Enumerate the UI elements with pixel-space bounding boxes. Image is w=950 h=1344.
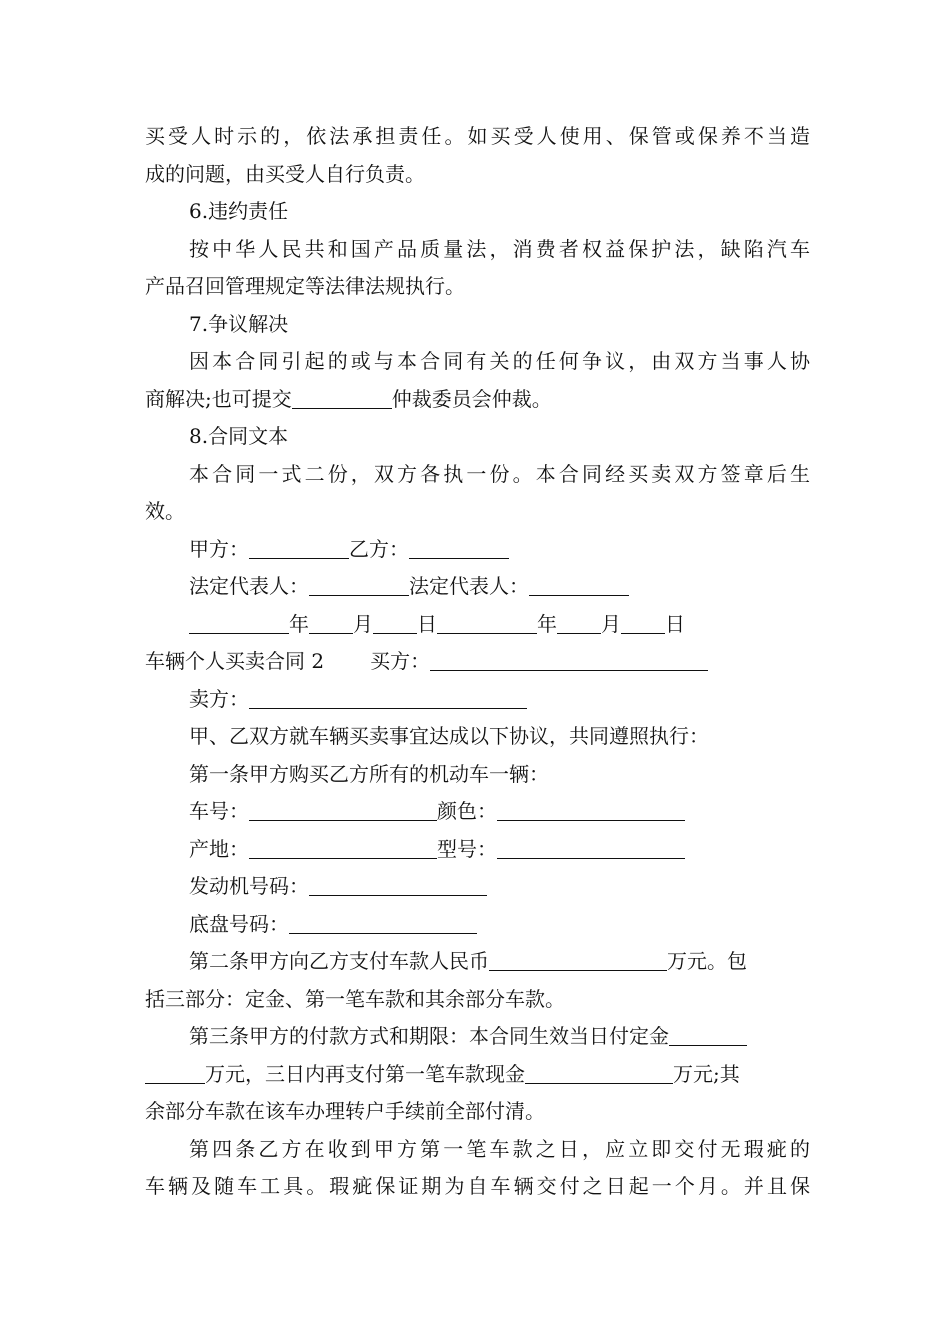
year-label: 年 <box>537 611 557 636</box>
blank-field <box>525 1061 673 1084</box>
blank-field <box>669 1023 747 1046</box>
blank-field <box>529 573 629 596</box>
blank-field <box>489 948 667 971</box>
label: 颜色： <box>437 799 497 823</box>
label: 甲方： <box>189 536 249 561</box>
paragraph-line: 因本合同引起的或与本合同有关的任何争议，由双方当事人协 <box>189 349 810 373</box>
label: 车号： <box>189 799 249 823</box>
field-line <box>145 793 810 831</box>
blank-field <box>437 611 537 634</box>
text: 商解决;也可提交 <box>145 386 292 411</box>
blank-field <box>497 836 685 859</box>
field-line <box>145 868 810 906</box>
blank-field <box>249 536 349 559</box>
day-label: 日 <box>665 611 685 636</box>
paragraph-line: 产品召回管理规定等法律法规执行。 <box>145 274 465 298</box>
seller-line <box>145 681 810 719</box>
contract-title-line <box>145 643 810 681</box>
text: 万元，三日内再支付第一笔车款现金 <box>205 1061 525 1086</box>
blank-field <box>249 686 527 709</box>
signature-line-representatives <box>145 568 810 606</box>
section-heading: 7.争议解决 <box>189 311 289 336</box>
blank-field <box>289 911 477 934</box>
field-line <box>145 831 810 869</box>
section-heading: 8.合同文本 <box>189 424 289 448</box>
text: 仲裁委员会仲裁。 <box>391 386 552 411</box>
label: 发动机号码： <box>189 874 309 898</box>
blank-field <box>309 573 409 596</box>
paragraph-line: 甲、乙双方就车辆买卖事宜达成以下协议，共同遵照执行： <box>189 724 709 748</box>
blank-field <box>249 836 437 859</box>
document-page <box>145 118 810 1206</box>
paragraph-line: 按中华人民共和国产品质量法，消费者权益保护法，缺陷汽车 <box>189 236 810 261</box>
label: 法定代表人： <box>189 574 309 598</box>
label: 底盘号码： <box>189 911 289 936</box>
field-line <box>145 906 810 944</box>
paragraph-line <box>145 943 810 981</box>
label: 卖方： <box>189 686 249 711</box>
blank-field <box>309 873 487 896</box>
paragraph-line: 车辆及随车工具。瑕疵保证期为自车辆交付之日起一个月。并且保 <box>145 1174 810 1198</box>
contract-title: 车辆个人买卖合同 2 <box>145 649 325 673</box>
paragraph-line: 第四条乙方在收到甲方第一笔车款之日，应立即交付无瑕疵的 <box>189 1136 810 1161</box>
paragraph-line <box>145 1018 810 1056</box>
paragraph-line: 买受人时示的，依法承担责任。如买受人使用、保管或保养不当造 <box>145 124 810 148</box>
label: 买方： <box>370 649 431 673</box>
blank-field <box>189 611 289 634</box>
paragraph-line: 括三部分：定金、第一笔车款和其余部分车款。 <box>145 986 565 1011</box>
paragraph-line: 成的问题，由买受人自行负责。 <box>145 161 425 186</box>
year-label: 年 <box>289 611 309 636</box>
blank-field <box>621 611 665 634</box>
label: 法定代表人： <box>409 574 529 598</box>
text: 万元;其 <box>673 1061 740 1086</box>
text: 第二条甲方向乙方支付车款人民币 <box>189 949 489 973</box>
paragraph-line <box>145 381 810 419</box>
blank-field <box>373 611 417 634</box>
blank-field <box>249 798 437 821</box>
text: 第三条甲方的付款方式和期限：本合同生效当日付定金 <box>189 1024 669 1048</box>
paragraph-line <box>145 1056 810 1094</box>
blank-field <box>497 798 685 821</box>
text: 万元。包 <box>667 949 747 973</box>
blank-field <box>557 611 601 634</box>
blank-field <box>430 648 708 671</box>
label: 乙方： <box>349 536 409 561</box>
paragraph-line: 效。 <box>145 499 185 523</box>
paragraph-line: 余部分车款在该车办理转户手续前全部付清。 <box>145 1099 545 1123</box>
signature-line-parties <box>145 531 810 569</box>
month-label: 月 <box>353 611 373 636</box>
date-line <box>145 606 810 644</box>
blank-field <box>409 536 509 559</box>
month-label: 月 <box>601 611 621 636</box>
section-heading: 6.违约责任 <box>189 199 289 223</box>
blank-field <box>145 1061 205 1084</box>
blank-field <box>292 386 392 409</box>
label: 型号： <box>437 836 497 861</box>
label: 产地： <box>189 836 249 861</box>
paragraph-line: 第一条甲方购买乙方所有的机动车一辆： <box>189 761 549 786</box>
blank-field <box>309 611 353 634</box>
day-label: 日 <box>417 611 437 636</box>
paragraph-line: 本合同一式二份，双方各执一份。本合同经买卖双方签章后生 <box>189 461 810 486</box>
